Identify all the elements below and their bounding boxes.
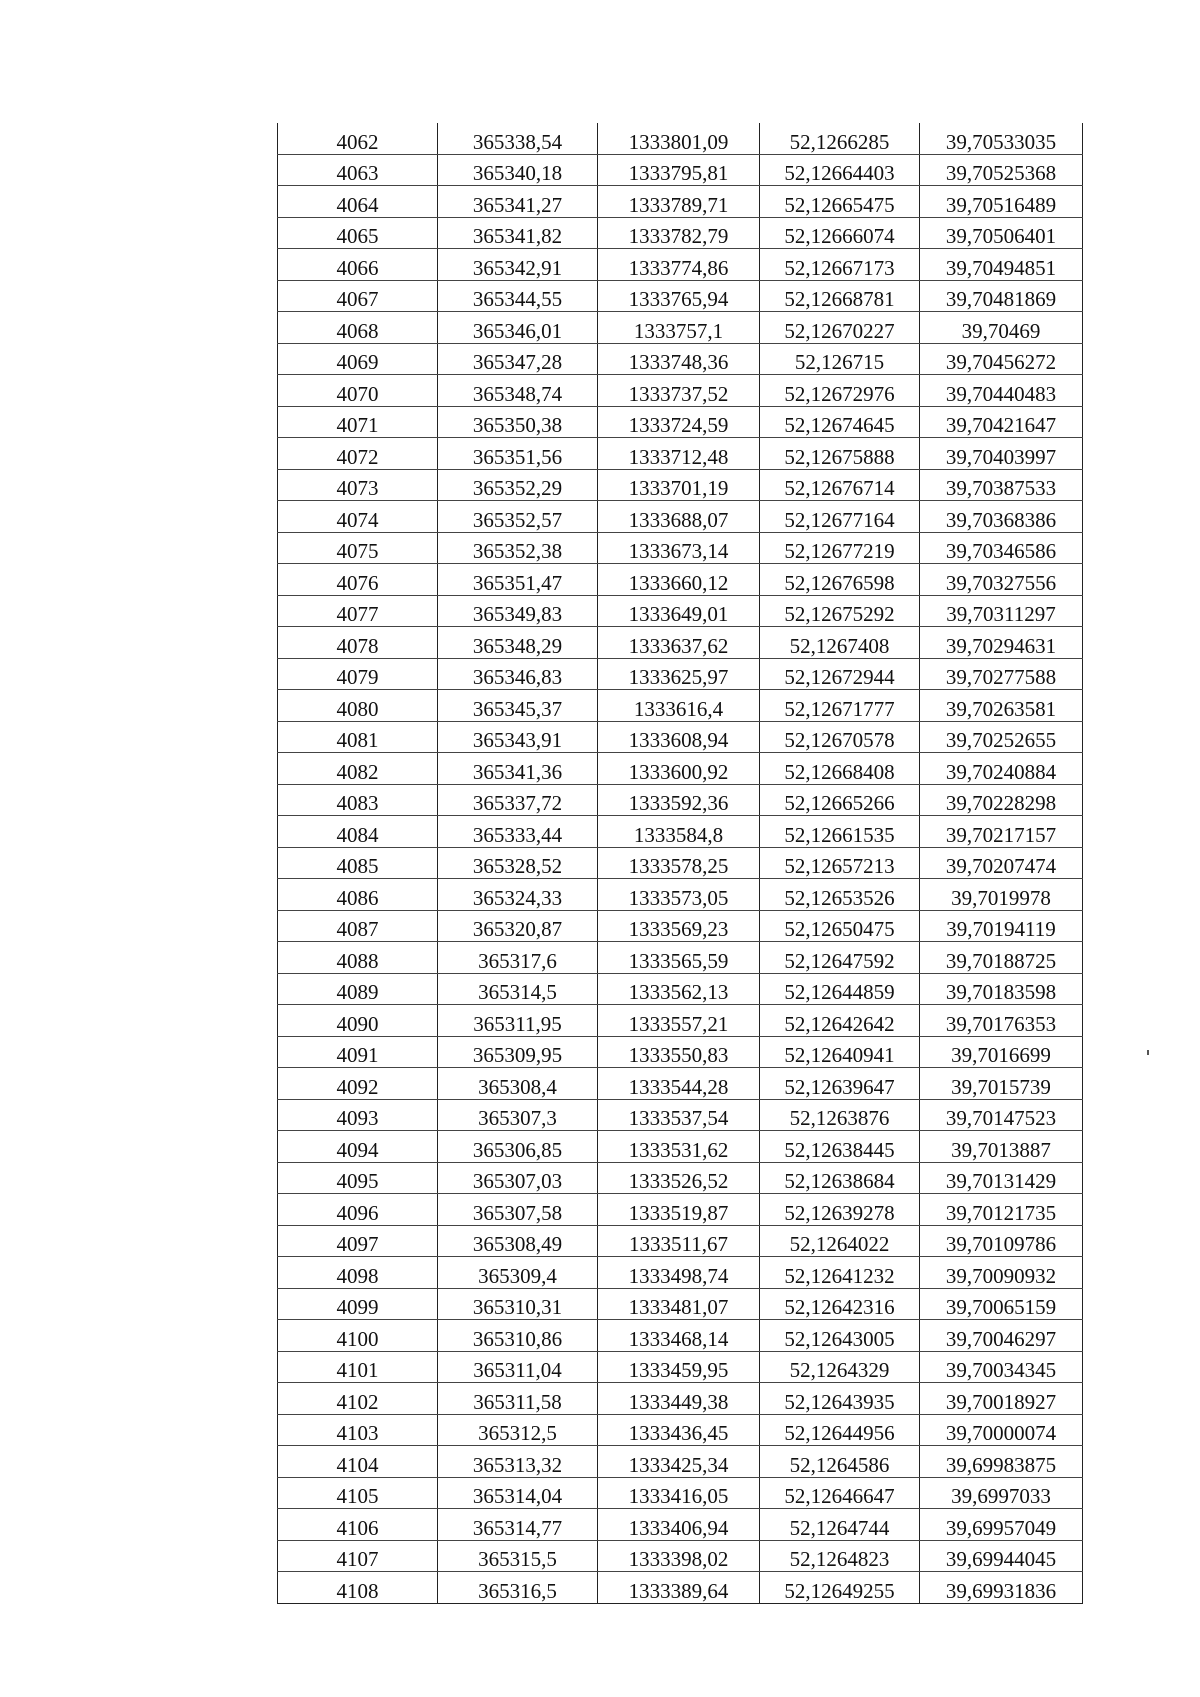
latitude-cell: 52,12661535	[760, 816, 920, 848]
latitude-cell: 52,12639647	[760, 1068, 920, 1100]
y-coordinate-cell: 1333416,05	[598, 1477, 760, 1509]
x-coordinate-cell: 365314,5	[438, 973, 598, 1005]
point-number-cell: 4075	[278, 532, 438, 564]
table-row	[278, 249, 1083, 281]
point-number-cell: 4086	[278, 879, 438, 911]
x-coordinate-cell: 365306,85	[438, 1131, 598, 1163]
table-row	[278, 595, 1083, 627]
longitude-cell: 39,69983875	[920, 1446, 1083, 1478]
y-coordinate-cell: 1333519,87	[598, 1194, 760, 1226]
longitude-cell: 39,7013887	[920, 1131, 1083, 1163]
point-number-cell: 4105	[278, 1477, 438, 1509]
latitude-cell: 52,1264586	[760, 1446, 920, 1478]
table-row	[278, 753, 1083, 785]
y-coordinate-cell: 1333748,36	[598, 343, 760, 375]
y-coordinate-cell: 1333544,28	[598, 1068, 760, 1100]
latitude-cell: 52,126715	[760, 343, 920, 375]
longitude-cell: 39,70131429	[920, 1162, 1083, 1194]
x-coordinate-cell: 365308,4	[438, 1068, 598, 1100]
table-row	[278, 1068, 1083, 1100]
longitude-cell: 39,7015739	[920, 1068, 1083, 1100]
latitude-cell: 52,12677219	[760, 532, 920, 564]
x-coordinate-cell: 365309,95	[438, 1036, 598, 1068]
table-row	[278, 1131, 1083, 1163]
longitude-cell: 39,70263581	[920, 690, 1083, 722]
point-number-cell: 4066	[278, 249, 438, 281]
longitude-cell: 39,70421647	[920, 406, 1083, 438]
point-number-cell: 4068	[278, 312, 438, 344]
latitude-cell: 52,12670578	[760, 721, 920, 753]
x-coordinate-cell: 365307,03	[438, 1162, 598, 1194]
point-number-cell: 4078	[278, 627, 438, 659]
table-row	[278, 627, 1083, 659]
table-row	[278, 816, 1083, 848]
x-coordinate-cell: 365342,91	[438, 249, 598, 281]
y-coordinate-cell: 1333789,71	[598, 186, 760, 218]
point-number-cell: 4083	[278, 784, 438, 816]
latitude-cell: 52,12643935	[760, 1383, 920, 1415]
longitude-cell: 39,70240884	[920, 753, 1083, 785]
longitude-cell: 39,70533035	[920, 123, 1083, 154]
latitude-cell: 52,12647592	[760, 942, 920, 974]
x-coordinate-cell: 365320,87	[438, 910, 598, 942]
x-coordinate-cell: 365333,44	[438, 816, 598, 848]
point-number-cell: 4082	[278, 753, 438, 785]
longitude-cell: 39,70034345	[920, 1351, 1083, 1383]
latitude-cell: 52,12668408	[760, 753, 920, 785]
table-row	[278, 910, 1083, 942]
y-coordinate-cell: 1333712,48	[598, 438, 760, 470]
longitude-cell: 39,70525368	[920, 154, 1083, 186]
longitude-cell: 39,70456272	[920, 343, 1083, 375]
y-coordinate-cell: 1333562,13	[598, 973, 760, 1005]
x-coordinate-cell: 365314,77	[438, 1509, 598, 1541]
longitude-cell: 39,70516489	[920, 186, 1083, 218]
longitude-cell: 39,70252655	[920, 721, 1083, 753]
table-row	[278, 343, 1083, 375]
longitude-cell: 39,70207474	[920, 847, 1083, 879]
longitude-cell: 39,70387533	[920, 469, 1083, 501]
latitude-cell: 52,12665475	[760, 186, 920, 218]
table-row	[278, 879, 1083, 911]
table-row	[278, 217, 1083, 249]
y-coordinate-cell: 1333389,64	[598, 1572, 760, 1604]
point-number-cell: 4094	[278, 1131, 438, 1163]
table-row	[278, 312, 1083, 344]
x-coordinate-cell: 365351,47	[438, 564, 598, 596]
latitude-cell: 52,12642642	[760, 1005, 920, 1037]
x-coordinate-cell: 365343,91	[438, 721, 598, 753]
table-row	[278, 721, 1083, 753]
y-coordinate-cell: 1333498,74	[598, 1257, 760, 1289]
longitude-cell: 39,70121735	[920, 1194, 1083, 1226]
longitude-cell: 39,70147523	[920, 1099, 1083, 1131]
y-coordinate-cell: 1333449,38	[598, 1383, 760, 1415]
point-number-cell: 4070	[278, 375, 438, 407]
longitude-cell: 39,70065159	[920, 1288, 1083, 1320]
longitude-cell: 39,70494851	[920, 249, 1083, 281]
latitude-cell: 52,12666074	[760, 217, 920, 249]
longitude-cell: 39,70440483	[920, 375, 1083, 407]
x-coordinate-cell: 365338,54	[438, 123, 598, 154]
latitude-cell: 52,12665266	[760, 784, 920, 816]
y-coordinate-cell: 1333774,86	[598, 249, 760, 281]
point-number-cell: 4090	[278, 1005, 438, 1037]
y-coordinate-cell: 1333468,14	[598, 1320, 760, 1352]
point-number-cell: 4065	[278, 217, 438, 249]
longitude-cell: 39,70090932	[920, 1257, 1083, 1289]
x-coordinate-cell: 365312,5	[438, 1414, 598, 1446]
y-coordinate-cell: 1333688,07	[598, 501, 760, 533]
longitude-cell: 39,69944045	[920, 1540, 1083, 1572]
point-number-cell: 4076	[278, 564, 438, 596]
table-row	[278, 406, 1083, 438]
table-row	[278, 1540, 1083, 1572]
point-number-cell: 4089	[278, 973, 438, 1005]
y-coordinate-cell: 1333526,52	[598, 1162, 760, 1194]
point-number-cell: 4097	[278, 1225, 438, 1257]
y-coordinate-cell: 1333459,95	[598, 1351, 760, 1383]
point-number-cell: 4062	[278, 123, 438, 154]
x-coordinate-cell: 365307,58	[438, 1194, 598, 1226]
x-coordinate-cell: 365351,56	[438, 438, 598, 470]
table-row	[278, 1099, 1083, 1131]
x-coordinate-cell: 365352,57	[438, 501, 598, 533]
y-coordinate-cell: 1333625,97	[598, 658, 760, 690]
table-row	[278, 1320, 1083, 1352]
point-number-cell: 4072	[278, 438, 438, 470]
y-coordinate-cell: 1333592,36	[598, 784, 760, 816]
table-row	[278, 501, 1083, 533]
latitude-cell: 52,12672976	[760, 375, 920, 407]
point-number-cell: 4079	[278, 658, 438, 690]
x-coordinate-cell: 365310,31	[438, 1288, 598, 1320]
longitude-cell: 39,70018927	[920, 1383, 1083, 1415]
table-row	[278, 438, 1083, 470]
y-coordinate-cell: 1333782,79	[598, 217, 760, 249]
longitude-cell: 39,70188725	[920, 942, 1083, 974]
longitude-cell: 39,70311297	[920, 595, 1083, 627]
x-coordinate-cell: 365348,29	[438, 627, 598, 659]
point-number-cell: 4101	[278, 1351, 438, 1383]
x-coordinate-cell: 365341,82	[438, 217, 598, 249]
table-row	[278, 532, 1083, 564]
latitude-cell: 52,12639278	[760, 1194, 920, 1226]
longitude-cell: 39,70217157	[920, 816, 1083, 848]
x-coordinate-cell: 365316,5	[438, 1572, 598, 1604]
table-row	[278, 1194, 1083, 1226]
latitude-cell: 52,12653526	[760, 879, 920, 911]
longitude-cell: 39,70469	[920, 312, 1083, 344]
latitude-cell: 52,12675292	[760, 595, 920, 627]
table-row	[278, 1005, 1083, 1037]
point-number-cell: 4102	[278, 1383, 438, 1415]
x-coordinate-cell: 365314,04	[438, 1477, 598, 1509]
latitude-cell: 52,12649255	[760, 1572, 920, 1604]
y-coordinate-cell: 1333406,94	[598, 1509, 760, 1541]
x-coordinate-cell: 365328,52	[438, 847, 598, 879]
latitude-cell: 52,12638445	[760, 1131, 920, 1163]
y-coordinate-cell: 1333436,45	[598, 1414, 760, 1446]
table-row	[278, 564, 1083, 596]
point-number-cell: 4099	[278, 1288, 438, 1320]
point-number-cell: 4088	[278, 942, 438, 974]
longitude-cell: 39,70277588	[920, 658, 1083, 690]
y-coordinate-cell: 1333481,07	[598, 1288, 760, 1320]
latitude-cell: 52,1263876	[760, 1099, 920, 1131]
x-coordinate-cell: 365315,5	[438, 1540, 598, 1572]
table-row	[278, 784, 1083, 816]
longitude-cell: 39,70294631	[920, 627, 1083, 659]
latitude-cell: 52,12642316	[760, 1288, 920, 1320]
y-coordinate-cell: 1333701,19	[598, 469, 760, 501]
latitude-cell: 52,12676598	[760, 564, 920, 596]
table-row	[278, 186, 1083, 218]
point-number-cell: 4107	[278, 1540, 438, 1572]
longitude-cell: 39,70327556	[920, 564, 1083, 596]
longitude-cell: 39,70183598	[920, 973, 1083, 1005]
y-coordinate-cell: 1333569,23	[598, 910, 760, 942]
longitude-cell: 39,70481869	[920, 280, 1083, 312]
x-coordinate-cell: 365313,32	[438, 1446, 598, 1478]
x-coordinate-cell: 365324,33	[438, 879, 598, 911]
x-coordinate-cell: 365348,74	[438, 375, 598, 407]
x-coordinate-cell: 365340,18	[438, 154, 598, 186]
table-row	[278, 1162, 1083, 1194]
table-row	[278, 1351, 1083, 1383]
longitude-cell: 39,70368386	[920, 501, 1083, 533]
y-coordinate-cell: 1333637,62	[598, 627, 760, 659]
latitude-cell: 52,12667173	[760, 249, 920, 281]
point-number-cell: 4071	[278, 406, 438, 438]
x-coordinate-cell: 365352,38	[438, 532, 598, 564]
x-coordinate-cell: 365308,49	[438, 1225, 598, 1257]
point-number-cell: 4096	[278, 1194, 438, 1226]
table-row	[278, 690, 1083, 722]
x-coordinate-cell: 365352,29	[438, 469, 598, 501]
longitude-cell: 39,7016699	[920, 1036, 1083, 1068]
y-coordinate-cell: 1333398,02	[598, 1540, 760, 1572]
point-number-cell: 4069	[278, 343, 438, 375]
point-number-cell: 4084	[278, 816, 438, 848]
latitude-cell: 52,12664403	[760, 154, 920, 186]
table-row	[278, 1572, 1083, 1604]
point-number-cell: 4080	[278, 690, 438, 722]
x-coordinate-cell: 365341,27	[438, 186, 598, 218]
table-row	[278, 658, 1083, 690]
longitude-cell: 39,69931836	[920, 1572, 1083, 1604]
longitude-cell: 39,70000074	[920, 1414, 1083, 1446]
x-coordinate-cell: 365337,72	[438, 784, 598, 816]
y-coordinate-cell: 1333511,67	[598, 1225, 760, 1257]
latitude-cell: 52,12640941	[760, 1036, 920, 1068]
latitude-cell: 52,1264329	[760, 1351, 920, 1383]
coordinates-table-body	[278, 123, 1083, 1603]
point-number-cell: 4093	[278, 1099, 438, 1131]
x-coordinate-cell: 365346,01	[438, 312, 598, 344]
longitude-cell: 39,70506401	[920, 217, 1083, 249]
point-number-cell: 4074	[278, 501, 438, 533]
table-row	[278, 1383, 1083, 1415]
y-coordinate-cell: 1333600,92	[598, 753, 760, 785]
table-row	[278, 1477, 1083, 1509]
x-coordinate-cell: 365311,95	[438, 1005, 598, 1037]
table-row	[278, 1414, 1083, 1446]
longitude-cell: 39,7019978	[920, 879, 1083, 911]
y-coordinate-cell: 1333550,83	[598, 1036, 760, 1068]
point-number-cell: 4095	[278, 1162, 438, 1194]
point-number-cell: 4098	[278, 1257, 438, 1289]
latitude-cell: 52,12638684	[760, 1162, 920, 1194]
coordinates-table	[277, 123, 1083, 1604]
y-coordinate-cell: 1333724,59	[598, 406, 760, 438]
latitude-cell: 52,1267408	[760, 627, 920, 659]
point-number-cell: 4085	[278, 847, 438, 879]
latitude-cell: 52,12674645	[760, 406, 920, 438]
x-coordinate-cell: 365311,58	[438, 1383, 598, 1415]
longitude-cell: 39,70346586	[920, 532, 1083, 564]
y-coordinate-cell: 1333649,01	[598, 595, 760, 627]
latitude-cell: 52,12668781	[760, 280, 920, 312]
x-coordinate-cell: 365344,55	[438, 280, 598, 312]
y-coordinate-cell: 1333578,25	[598, 847, 760, 879]
latitude-cell: 52,12644859	[760, 973, 920, 1005]
point-number-cell: 4104	[278, 1446, 438, 1478]
latitude-cell: 52,1264823	[760, 1540, 920, 1572]
table-row	[278, 1036, 1083, 1068]
latitude-cell: 52,12676714	[760, 469, 920, 501]
y-coordinate-cell: 1333795,81	[598, 154, 760, 186]
latitude-cell: 52,12670227	[760, 312, 920, 344]
y-coordinate-cell: 1333573,05	[598, 879, 760, 911]
y-coordinate-cell: 1333660,12	[598, 564, 760, 596]
y-coordinate-cell: 1333608,94	[598, 721, 760, 753]
latitude-cell: 52,12641232	[760, 1257, 920, 1289]
table-row	[278, 1288, 1083, 1320]
x-coordinate-cell: 365346,83	[438, 658, 598, 690]
x-coordinate-cell: 365347,28	[438, 343, 598, 375]
latitude-cell: 52,1266285	[760, 123, 920, 154]
point-number-cell: 4063	[278, 154, 438, 186]
longitude-cell: 39,70046297	[920, 1320, 1083, 1352]
table-row	[278, 280, 1083, 312]
longitude-cell: 39,70109786	[920, 1225, 1083, 1257]
y-coordinate-cell: 1333737,52	[598, 375, 760, 407]
longitude-cell: 39,70194119	[920, 910, 1083, 942]
table-row	[278, 123, 1083, 154]
table-row	[278, 469, 1083, 501]
y-coordinate-cell: 1333531,62	[598, 1131, 760, 1163]
x-coordinate-cell: 365350,38	[438, 406, 598, 438]
point-number-cell: 4067	[278, 280, 438, 312]
point-number-cell: 4103	[278, 1414, 438, 1446]
y-coordinate-cell: 1333765,94	[598, 280, 760, 312]
table-row	[278, 154, 1083, 186]
x-coordinate-cell: 365309,4	[438, 1257, 598, 1289]
point-number-cell: 4091	[278, 1036, 438, 1068]
y-coordinate-cell: 1333616,4	[598, 690, 760, 722]
point-number-cell: 4100	[278, 1320, 438, 1352]
latitude-cell: 52,12675888	[760, 438, 920, 470]
point-number-cell: 4064	[278, 186, 438, 218]
latitude-cell: 52,12650475	[760, 910, 920, 942]
point-number-cell: 4087	[278, 910, 438, 942]
latitude-cell: 52,12646647	[760, 1477, 920, 1509]
point-number-cell: 4077	[278, 595, 438, 627]
table-row	[278, 847, 1083, 879]
table-row	[278, 1225, 1083, 1257]
point-number-cell: 4108	[278, 1572, 438, 1604]
y-coordinate-cell: 1333584,8	[598, 816, 760, 848]
table-row	[278, 942, 1083, 974]
x-coordinate-cell: 365345,37	[438, 690, 598, 722]
x-coordinate-cell: 365311,04	[438, 1351, 598, 1383]
y-coordinate-cell: 1333673,14	[598, 532, 760, 564]
y-coordinate-cell: 1333801,09	[598, 123, 760, 154]
longitude-cell: 39,70176353	[920, 1005, 1083, 1037]
longitude-cell: 39,69957049	[920, 1509, 1083, 1541]
latitude-cell: 52,12643005	[760, 1320, 920, 1352]
x-coordinate-cell: 365349,83	[438, 595, 598, 627]
latitude-cell: 52,12672944	[760, 658, 920, 690]
table-row	[278, 375, 1083, 407]
x-coordinate-cell: 365307,3	[438, 1099, 598, 1131]
x-coordinate-cell: 365310,86	[438, 1320, 598, 1352]
x-coordinate-cell: 365317,6	[438, 942, 598, 974]
longitude-cell: 39,6997033	[920, 1477, 1083, 1509]
y-coordinate-cell: 1333565,59	[598, 942, 760, 974]
y-coordinate-cell: 1333557,21	[598, 1005, 760, 1037]
table-row	[278, 1257, 1083, 1289]
latitude-cell: 52,12657213	[760, 847, 920, 879]
point-number-cell: 4073	[278, 469, 438, 501]
point-number-cell: 4081	[278, 721, 438, 753]
table-row	[278, 973, 1083, 1005]
point-number-cell: 4092	[278, 1068, 438, 1100]
y-coordinate-cell: 1333537,54	[598, 1099, 760, 1131]
scan-speck	[1147, 1050, 1149, 1055]
y-coordinate-cell: 1333425,34	[598, 1446, 760, 1478]
x-coordinate-cell: 365341,36	[438, 753, 598, 785]
longitude-cell: 39,70403997	[920, 438, 1083, 470]
latitude-cell: 52,12671777	[760, 690, 920, 722]
point-number-cell: 4106	[278, 1509, 438, 1541]
latitude-cell: 52,1264022	[760, 1225, 920, 1257]
table-row	[278, 1446, 1083, 1478]
table-row	[278, 1509, 1083, 1541]
latitude-cell: 52,12644956	[760, 1414, 920, 1446]
y-coordinate-cell: 1333757,1	[598, 312, 760, 344]
latitude-cell: 52,12677164	[760, 501, 920, 533]
latitude-cell: 52,1264744	[760, 1509, 920, 1541]
longitude-cell: 39,70228298	[920, 784, 1083, 816]
